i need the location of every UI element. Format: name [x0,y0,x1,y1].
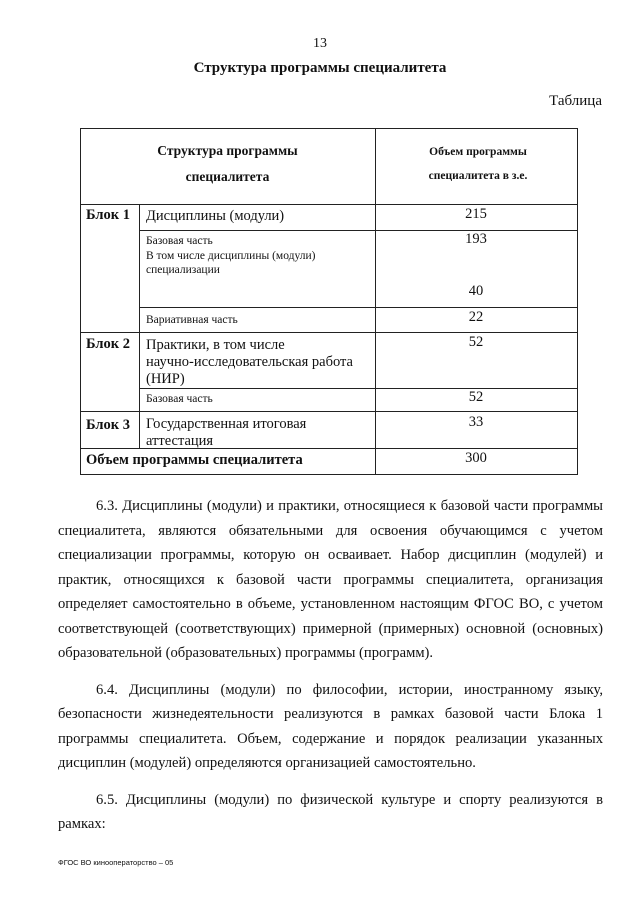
block1-label: Блок 1 [86,207,131,223]
block3-value: 33 [468,414,484,430]
row-divider [80,332,578,333]
row-divider [139,388,578,389]
block1-base [146,234,315,278]
row-divider [139,230,578,231]
structure-table [80,128,578,476]
block2-label: Блок 2 [86,336,131,352]
header-volume [398,140,558,188]
table-label: Таблица [549,93,602,109]
block3-title-line: Государственная итоговая [146,416,307,432]
block2-base: Базовая часть [146,393,213,405]
table-border-right [577,128,578,474]
block1-spec-value: 40 [468,283,484,299]
block3-title-line: аттестация [146,433,214,449]
column-divider-values [375,128,376,474]
block1-value: 215 [465,206,487,222]
row-divider [80,411,578,412]
header-structure [80,138,375,190]
paragraph-6-5: 6.5. Дисциплины (модули) по физической культуре и спорту реализуются в рамках: [58,791,603,832]
body-text [58,494,603,837]
paragraph-6-3: 6.3. Дисциплины (модули) и практики, относящиеся к базовой части программы специалитета, являются обязательными для освоения обучающимся с учетом специализации программы, которую он осваивает. Набор дисциплин (модулей) и практик, относящихся к базовой части программы специалитета, организация определяет самостоятельно в объеме, установленном настоящим ФГОС ВО, с учетом соответствующей (соответствующих) примерной (примерных) основной (основных) образовательной (образовательных) программы (программ). [58,498,603,661]
header-structure-line: Структура программы [157,143,298,158]
row-divider [139,307,578,308]
header-divider [80,204,578,205]
header-volume-line: Объем программы [429,146,527,158]
block2-title [146,337,353,388]
page-number: 13 [313,36,327,51]
footer-note: ФГОС ВО кинооператорство – 05 [58,858,174,867]
block2-title-line: Практики, в том числе [146,337,285,353]
block1-title: Дисциплины (модули) [146,208,285,224]
block2-base-value: 52 [468,389,484,405]
table-border-bottom [80,474,578,475]
block1-base-value: 193 [465,231,487,247]
header-volume-line: специалитета в з.е. [428,170,528,182]
table-border-top [80,128,578,129]
block1-base-line: Базовая часть [146,235,213,247]
block1-variative-value: 22 [468,309,484,325]
total-value: 300 [465,450,487,466]
page-title: Структура программы специалитета [193,60,447,76]
block2-title-line: (НИР) [146,371,185,387]
block2-title-line: научно-исследовательская работа [146,354,353,370]
block1-variative: Вариативная часть [146,314,238,326]
paragraph-6-4: 6.4. Дисциплины (модули) по философии, истории, иностранному языку, безопасности жизнедеятельности реализуются в рамках базовой части Блока 1 программы специалитета. Объем, содержание и порядок реализации указанных дисциплин (модулей) определяются организацией самостоятельно. [58,681,603,771]
block3-title [146,416,306,450]
block2-value: 52 [468,334,484,350]
block1-base-line: специализации [146,264,220,276]
block1-base-line: В том числе дисциплины (модули) [146,249,316,262]
total-label: Объем программы специалитета [86,452,303,468]
block3-label: Блок 3 [86,417,131,433]
header-structure-line: специалитета [185,169,270,184]
